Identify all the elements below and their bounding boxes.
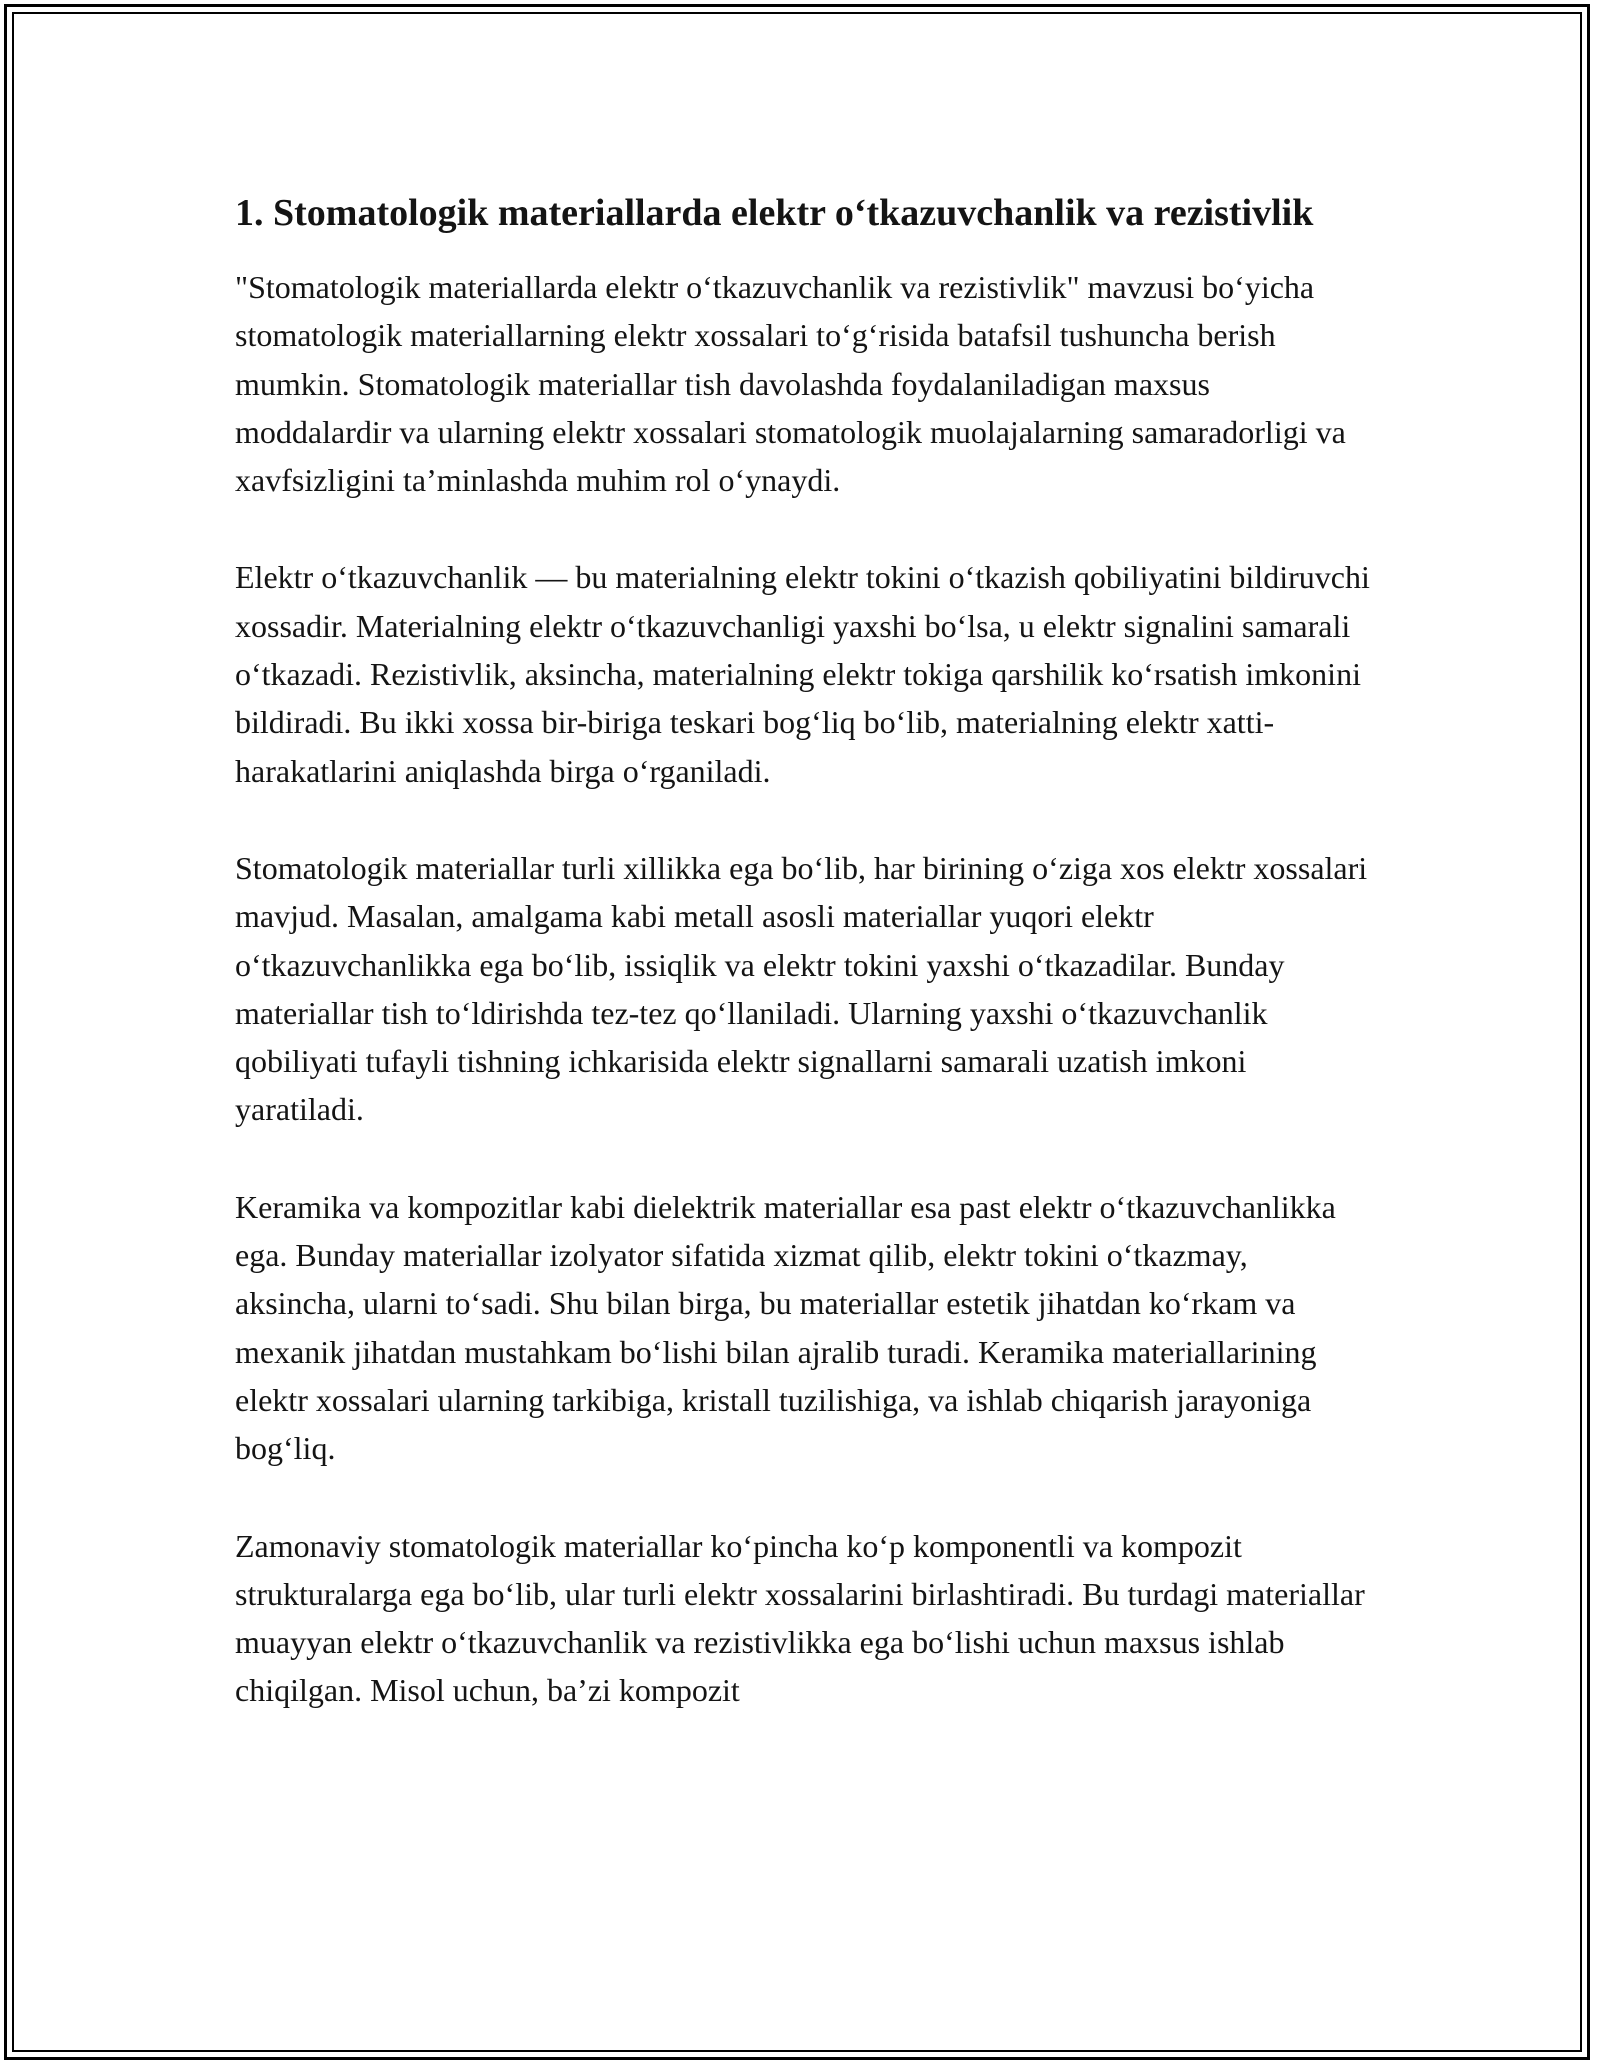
section-heading: 1. Stomatologik materiallarda elektr o‘tkazuvchanlik va rezistivlik xyxy=(235,192,1314,234)
paragraph-intro: "Stomatologik materiallarda elektr o‘tkazuvchanlik va rezistivlik" mavzusi bo‘yicha stomatologik materiallarning elektr xossalari to‘g‘risida batafsil tushuncha berish mumkin. Stomatologik materiallar tish davolashda foydalaniladigan maxsus moddalardir va ularning elektr xossalari stomatologik muolajalarning samaradorligi va xavfsizligini ta’minlashda muhim rol o‘ynaydi. xyxy=(235,269,1346,499)
paragraph-modern-composites: Zamonaviy stomatologik materiallar ko‘pincha ko‘p komponentli va kompozit strukturalarga ega bo‘lib, ular turli elektr xossalarini birlashtiradi. Bu turdagi materiallar muayyan elektr o‘tkazuvchanlik va rezistivlikka ega bo‘lishi uchun maxsus ishlab chiqilgan. Misol uchun, ba’zi kompozit xyxy=(235,1527,1365,1709)
document-body xyxy=(235,186,1370,1764)
paragraph-dielectric-materials: Keramika va kompozitlar kabi dielektrik materiallar esa past elektr o‘tkazuvchanlikka ega. Bunday materiallar izolyator sifatida xizmat qilib, elektr tokini o‘tkazmay, aksincha, ularni to‘sadi. Shu bilan birga, bu materiallar estetik jihatdan ko‘rkam va mexanik jihatdan mustahkam bo‘lishi bilan ajralib turadi. Keramika materiallarining elektr xossalari ularning tarkibiga, kristall tuzilishiga, va ishlab chiqarish jarayoniga bog‘liq. xyxy=(235,1188,1336,1467)
paragraph-metal-materials: Stomatologik materiallar turli xillikka ega bo‘lib, har birining o‘ziga xos elektr xossalari mavjud. Masalan, amalgama kabi metall asosli materiallar yuqori elektr o‘tkazuvchanlikka ega bo‘lib, issiqlik va elektr tokini yaxshi o‘tkazadilar. Bunday materiallar tish to‘ldirishda tez-tez qo‘llaniladi. Ularning yaxshi o‘tkazuvchanlik qobiliyati tufayli tishning ichkarisida elektr signallarni samarali uzatish imkoni yaratiladi. xyxy=(235,849,1368,1128)
paragraph-conductivity-definition: Elektr o‘tkazuvchanlik — bu materialning elektr tokini o‘tkazish qobiliyatini bildiruvchi xossadir. Materialning elektr o‘tkazuvchanligi yaxshi bo‘lsa, u elektr signalini samarali o‘tkazadi. Rezistivlik, aksincha, materialning elektr tokiga qarshilik ko‘rsatish imkonini bildiradi. Bu ikki xossa bir-biriga teskari bog‘liq bo‘lib, materialning elektr xatti-harakatlarini aniqlashda birga o‘rganiladi. xyxy=(235,559,1370,789)
